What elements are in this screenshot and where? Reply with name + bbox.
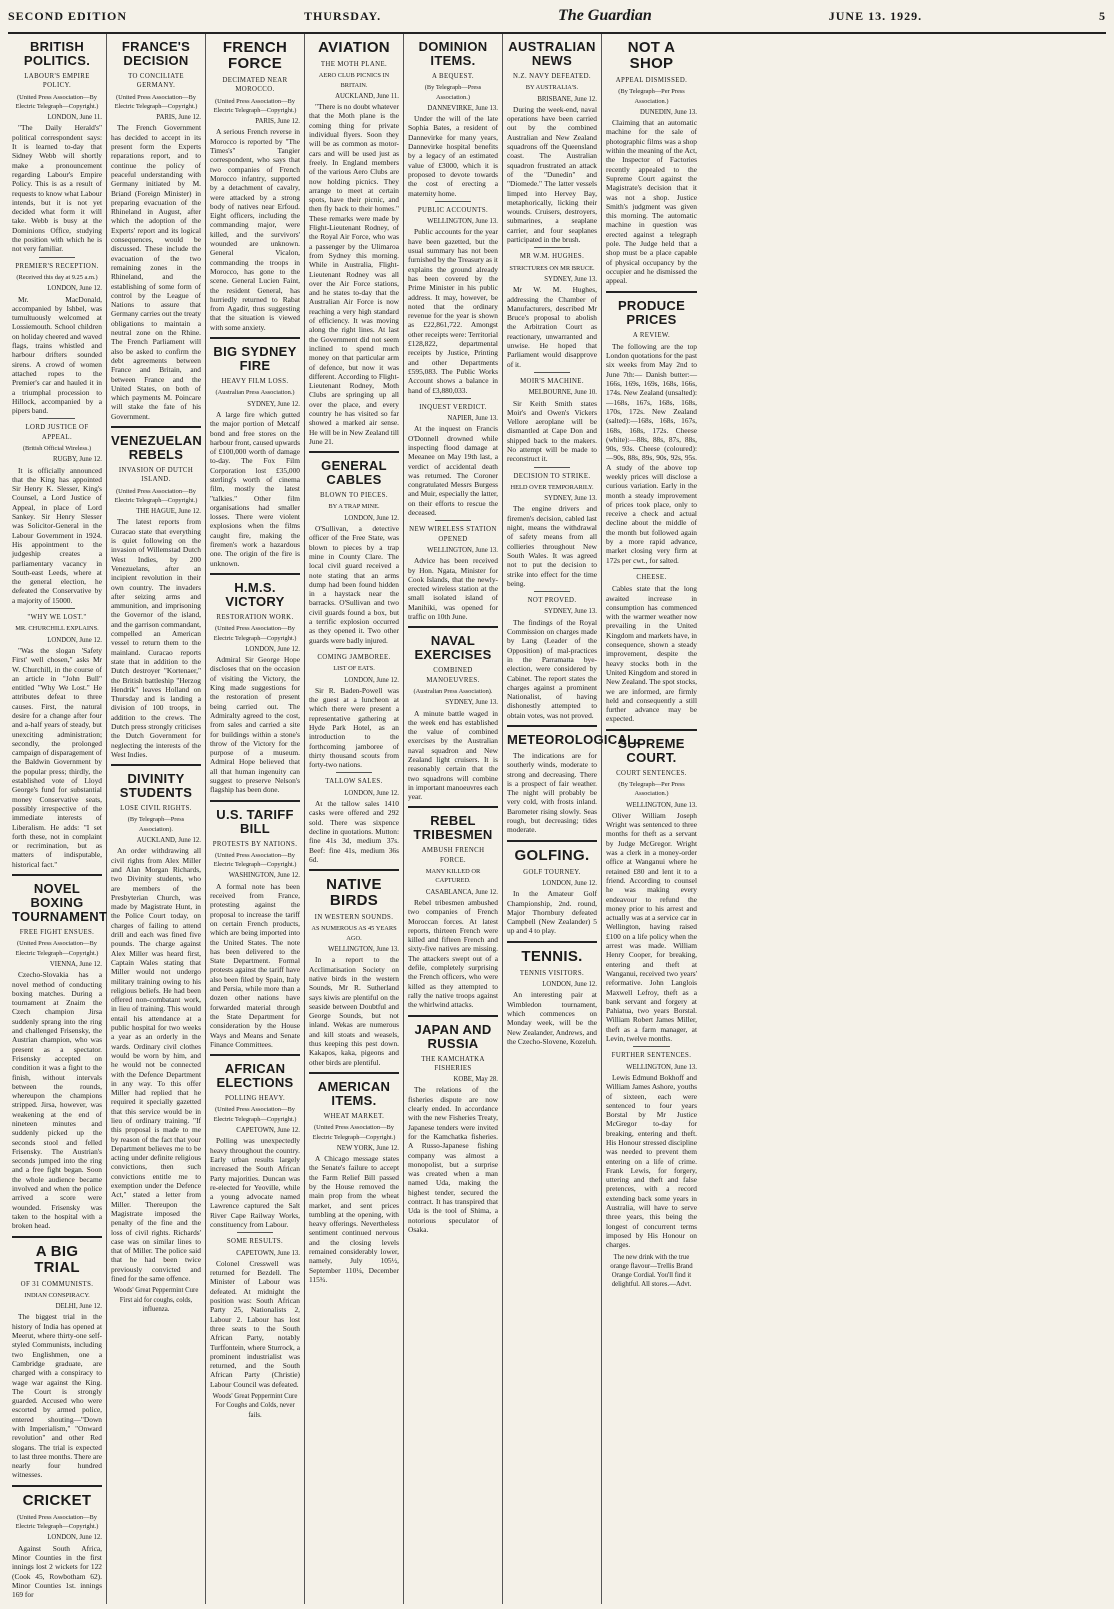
article-dateline: LONDON, June 12.	[245, 645, 300, 653]
article-headline: AMERICAN ITEMS.	[317, 1078, 391, 1108]
article-body: Czecho-Slovakia has a novel method of conducting boxing matches. During a tournament at Znaim the Czech champion Jirsa suddenly sprang into the ring and challenged Frisensky, the Austrian champion, who was present as a spectator. Frisensky accepted on condition it was a fight to the finish, without intervals between the rounds, whereupon the champions stripped. Jirsa, however, was weakening at the end of nineteen minutes and suddenly picked up the seconds stool and felled Frisensky. The Austrian's seconds jumped into the ring and a free fight began. Soon the whole audience became involved and when the police arrived a score were wounded. Frisensky was taken to the hospital with a broken head.	[12, 970, 102, 1231]
article-headline: GENERAL CABLES	[321, 458, 387, 488]
column-4	[305, 34, 404, 1604]
article	[210, 1054, 300, 1229]
advertisement: The new drink with the true orange flavour—Trellis Brand Orange Cordial. You'll find it delightful. All stores.—Advt.	[610, 1253, 693, 1289]
divider	[12, 1236, 102, 1238]
article-subhead: INQUEST VERDICT.	[419, 403, 487, 411]
article-dateline: WELLINGTON, June 13.	[328, 946, 399, 954]
article	[408, 626, 498, 801]
article-dateline: AUCKLAND, June 11.	[335, 92, 399, 100]
article-body: At the tallow sales 1410 casks were offered and 292 sold. There was sixpence decline in quotations. Mutton: fine 41s 3d, medium 37s. Beef: fine 41s, medium 36s 6d.	[309, 799, 399, 864]
article	[111, 40, 201, 421]
article-source: (United Press Association—By Electric Telegraph—Copyright.)	[312, 1124, 396, 1141]
article	[606, 40, 697, 286]
article-subhead: FREE FIGHT ENSUES.	[19, 929, 95, 937]
article-source: (By Telegraph—Press Association).	[127, 816, 185, 833]
article-body: Claiming that an automatic machine for the sale of photographic films was a shop within the meaning of the Act, the Inspector of Factories recently appealed to the Supreme Court against the Magistrate's decision that it was not a shop. Justice Smith's judgment was given this morning. The automatic machine in question was erected against a telegraph pole. The Judge held that a shop must be a place capable of physical occupancy by the occupier and he dismissed the appeal.	[606, 118, 697, 286]
article-subhead: THE MOTH PLANE.	[320, 61, 388, 68]
article-body: The engine drivers and firemen's decision, cabled last night, means the withdrawal of safety means from all collieries throughout New South Wales. It was agreed not to put the decision to strike into effect for the time being.	[507, 504, 597, 588]
article-dateline: DANNEVIRKE, June 13.	[427, 104, 498, 112]
divider	[210, 573, 300, 575]
article-subhead: HEAVY FILM LOSS.	[221, 378, 289, 386]
article	[408, 201, 498, 395]
article-subhead: INVASION OF DUTCH ISLAND.	[118, 466, 194, 484]
divider	[12, 1485, 102, 1487]
article-body: The French Government has decided to accept in its present form the Experts reparations report, and to continue the policy of peaceful understanding with Germany initiated by M. Briand (Foreign Minister) in preparing evacuation of the Rhineland in August, after which the adoption of the Experts' report and its logical consequences, would be discussed. These include the evacuation of the two remaining zones in the Rhineland, and the establishing of some form of control by the League of Nations to assure that Germany carries out the treaty obligations to maintain a neutral zone on the Rhine. The French Parliament will also be asked to confirm the debt agreements between France and Britain, and between France and the United States, on both of which payments M. Poincare will stake the fate of his Government.	[111, 123, 201, 421]
article-subhead: PREMIER'S RECEPTION.	[15, 262, 99, 270]
article-source: (Australian Press Association.)	[215, 389, 295, 397]
column-5	[404, 34, 503, 1604]
edition-label: SECOND EDITION	[8, 8, 128, 23]
article-headline: NATIVE BIRDS	[326, 876, 382, 910]
divider	[408, 626, 498, 628]
article-dateline: LONDON, June 11.	[47, 114, 102, 122]
article-body: "The Daily Herald's" political correspondent says: It is learned to-day that Sidney Webb will shortly make a pronouncement regarding Labour's Empire Policy. This is as a result of requests to know what Labour intends, but it is not yet decided what form it will take. Webb is busy at the Dominions Office, studying the position with which he is not very familiar.	[12, 123, 102, 254]
divider	[408, 806, 498, 808]
article	[408, 806, 498, 1009]
article-headline: CRICKET	[22, 1491, 92, 1509]
article-dateline: RUGBY, June 12.	[53, 456, 102, 464]
article	[12, 257, 102, 416]
divider	[210, 1054, 300, 1056]
date-label: JUNE 13. 1929.	[828, 8, 923, 23]
article-body: A Chicago message states the Senate's failure to accept the Farm Relief Bill passed by the House removed the main prop from the wheat market, and sent prices tumbling at the opening, with heavy offerings. Nevertheless sentiment continued nervous and the closing levels remained considerably lower, namely, July 105½, September 110¼, December 115¾.	[309, 1154, 399, 1284]
article-body: Polling was unexpectedly heavy throughout the country. Early urban results largely increased the South African Party majorities. Duncan was re-elected for Yeoville, while a young advocate named Lawrence captured the Salt River Cape Railway Works, constituency from Labour.	[210, 1136, 300, 1229]
article-subhead: NOT PROVED.	[527, 597, 577, 605]
page-number: 5	[1099, 8, 1106, 23]
article-subhead: PUBLIC ACCOUNTS.	[417, 206, 489, 214]
divider	[39, 257, 75, 258]
divider	[606, 729, 697, 731]
article-dateline: NAPIER, June 13.	[447, 415, 498, 423]
divider	[408, 1015, 498, 1017]
article-headline: VENEZUELAN REBELS	[111, 432, 203, 462]
article-dateline: KOBE, May 28.	[453, 1076, 498, 1084]
article-dateline: AUCKLAND, June 12.	[136, 837, 201, 845]
divider	[111, 426, 201, 428]
day-label: THURSDAY.	[303, 8, 382, 23]
article-headline: NAVAL EXERCISES	[414, 633, 492, 663]
article-source: (By Telegraph—Press Association.)	[424, 84, 482, 101]
article-dateline: SYDNEY, June 13.	[544, 275, 597, 283]
column-3	[206, 34, 305, 1604]
article-source: (United Press Association—By Electric Telegraph—Copyright.)	[213, 97, 297, 114]
article	[309, 648, 399, 770]
masthead	[8, 0, 1106, 34]
article-subhead: TALLOW SALES.	[325, 778, 383, 786]
article-headline: U.S. TARIFF BILL	[216, 806, 294, 836]
article-dateline: SYDNEY, June 12.	[247, 400, 300, 408]
article-source: (United Press Association—By Electric Telegraph—Copyright.)	[15, 1513, 99, 1531]
article-subhead: SOME RESULTS.	[226, 1238, 284, 1246]
article-body: Under the will of the late Sophia Bates, a resident of Dannevirke for many years, Dannevirke hospital benefits by a legacy of an estimated value of £3000, which it is proposed to devote towards the cost of erecting a maternity home.	[408, 114, 498, 198]
article-dateline: CAPETOWN, June 13.	[236, 1249, 300, 1257]
article-source: (United Press Association—By Electric Telegraph—Copyright.)	[15, 940, 99, 957]
divider	[507, 840, 597, 842]
article-dateline: LONDON, June 12.	[344, 789, 399, 797]
article-source: BY A TRAP MINE.	[328, 503, 380, 511]
column-7	[602, 34, 701, 1604]
article-subhead: COURT SENTENCES.	[616, 769, 687, 777]
article-source: (United Press Association—By Electric Telegraph—Copyright.)	[213, 851, 297, 869]
article-subhead: CHEESE.	[636, 573, 667, 581]
divider	[210, 800, 300, 802]
article-body: Lewis Edmund Bokhoff and William James Ashore, youths of sixteen, each were sentenced to four years Borstal by Mr Justice McGregor to-day for breaking, entering and theft. His Honour stressed discipline was needed to prevent them entering on a life of crime. Frank Lewis, for forgery, uttering and theft and false pretences, with a record extending back some years in Australia, will have to serve three years, this being the longest of concurrent terms imposed by His Honour on charges.	[606, 1072, 697, 1250]
column-1	[8, 34, 107, 1604]
article-headline: DIVINITY STUDENTS	[119, 771, 193, 801]
article-headline: AVIATION	[318, 39, 390, 56]
article	[309, 869, 399, 1067]
columns	[8, 34, 1106, 1604]
article-subhead: LOSE CIVIL RIGHTS.	[120, 805, 192, 813]
article-subhead: RESTORATION WORK.	[216, 613, 294, 621]
article	[606, 568, 697, 724]
article-subhead: COMBINED MANOEUVRES.	[426, 667, 480, 684]
article-body: It is officially announced that the King has appointed Sir Henry K. Slesser, King's Counsel, a Lord Justice of Appeal, in place of Lord Sankey. Sir Henry Slesser was Solicitor-General in the Labour Government in 1924. His appointment to the judgeship creates a parliamentary vacancy in South-east Leeds, where at the general election, he defeated the Conservative by a majority of 15000.	[12, 465, 102, 605]
article	[507, 941, 597, 1046]
article-body: At the inquest on Francis O'Donnell drowned while inspecting flood damage at Meeanee on May 19th last, a verdict of accidental death was returned. The Coroner congratulated Messrs Burgess and Muir, especially the latter, on their efforts to rescue the deceased.	[408, 424, 498, 518]
article	[606, 291, 697, 565]
divider	[39, 418, 75, 419]
article-body: O'Sullivan, a detective officer of the Free State, was blown to pieces by a trap mine in County Clare. The local civil guard received a note stating that an arms dump had been found hidden in a haystack near the barracks. O'Sullivan and two civil guards found a box, but a terrific explosion occurred as they opened it. Two other guards were badly injured.	[309, 524, 399, 645]
article-dateline: LONDON, June 12.	[47, 636, 102, 644]
article-subhead: COMING JAMBOREE.	[317, 653, 391, 661]
article-dateline: SYDNEY, June 13.	[544, 495, 597, 503]
article-headline: PRODUCE PRICES	[617, 297, 686, 327]
article-headline: DOMINION ITEMS.	[418, 39, 488, 68]
article-headline: JAPAN AND RUSSIA	[414, 1021, 492, 1051]
article-body: Sir Keith Smith states Moir's and Owen's Vickers Vellore aeroplane will be dismantled at Cape Don and shipped back to the makers. No attempt will be made to reconstruct it.	[507, 398, 597, 464]
article	[507, 840, 597, 936]
divider	[435, 201, 471, 202]
article	[606, 1046, 697, 1249]
article-dateline: LONDON, June 12.	[47, 1534, 102, 1542]
divider	[435, 520, 471, 521]
article-dateline: LONDON, June 12.	[47, 285, 102, 293]
article-subhead: DECISION TO STRIKE.	[513, 472, 591, 480]
divider	[507, 725, 597, 727]
article	[408, 1015, 498, 1235]
article-subhead: MR W.M. HUGHES.	[519, 253, 585, 261]
article-source: (United Press Association—By Electric Telegraph—Copyright.)	[213, 1106, 297, 1123]
article-body: In the Amateur Golf Championship, 2nd. round, Major Thornbury defeated Campbell (New Zealander) 5 up and 4 to play.	[507, 889, 597, 936]
article-body: The relations of the fisheries dispute are now clearly ended. In accordance with the new Fisheries Treaty, Japanese tenders were invited for the Kamchatka fisheries. A Russo-Japanese fishing company was almost a monopolist, but a surprise was created when a man named Uda, making the highest tender, secured the contract. It has transpired that Uda is the tool of Shima, a notorious speculator of Osaka.	[408, 1085, 498, 1234]
article-source: (United Press Association—By Electric Telegraph—Copyright.)	[114, 487, 198, 504]
article-subhead: BLOWN TO PIECES.	[320, 492, 388, 500]
article-subhead: NEW WIRELESS STATION OPENED	[409, 526, 497, 543]
article-body: An order withdrawing all civil rights from Alex Miller and Alan Morgan Richards, two Divinity students, who are members of the Presbyterian Church, was made by Magistrate Hunt, in the Police Court today, on charges of failing to attend drill and each was fined five pounds. The charge against Alex Miller was heard first, Captain Wales stating that Miller would not undergo military training owing to his religious beliefs. He had been offered non-combatant work, in lieu of training. This would entail his attendance at a public hospital for two weeks a year as an orderly in the wards. Ordinary civil clothes would be worn by him, and he would not be connected with the Defence Department in any way. To this offer Miller had replied that he required it specially gazetted that this service would be in lieu of ordinary training. "If this proposal is made to me by reason of the fact that your Department believes me to be acting under definite religious convictions, then such convictions entitle me to exemption under the Defence Act," stated a letter from Miller. Thereupon the Magistrate imposed the penalty of the fine and the loss of civil rights. Richards' case was on similar lines to that of Miller. The police said that he had been twice previously convicted and fined for the same offence.	[111, 846, 201, 1284]
article-headline: FRENCH FORCE	[222, 39, 288, 72]
article-dateline: BRISBANE, June 12.	[537, 95, 597, 103]
article-source: (United Press Association—By Electric Telegraph—Copyright.)	[114, 93, 198, 110]
divider	[534, 372, 570, 373]
article-subhead: WHEAT MARKET.	[323, 1112, 385, 1120]
article-dateline: LONDON, June 12.	[344, 676, 399, 684]
article	[507, 725, 640, 835]
article-subhead: IN WESTERN SOUNDS.	[314, 914, 394, 922]
article-body: An interesting pair at Wimbledon tournament, which commences on Monday week, will be the New Zealander, Andrews, and the Czecho-Slovene, Kozeluh.	[507, 990, 597, 1046]
article-source: (United Press Association—By Electric Telegraph—Copyright.)	[15, 93, 99, 110]
article	[111, 764, 201, 1283]
article-body: During the week-end, naval operations have been carried out by the combined Australian and New Zealand squadrons off the Queensland coast. The Australian squadron frustrated an attack of the "Dunedin" and "Diomede." The latter vessels limped into Hervey Bay, metaphorically, licking their wounds. Cruisers, destroyers, submarines, a seaplane carrier, and four seaplanes participated in the brush.	[507, 104, 597, 245]
article-body: Admiral Sir George Hope discloses that on the occasion of visiting the Victory, the King made suggestions for the restoration of present being carried out. The Admiralty agreed to the cost, from sales and carried a site for buildings within a stone's throw of the Victory for the purpose of a museum. Admiral Hope believed that all that human ingenuity can suggest to preserve Nelson's flagship has been done.	[210, 655, 300, 795]
article-dateline: SYDNEY, June 13.	[445, 699, 498, 707]
article-body: "There is no doubt whatever that the Moth plane is the coming thing for private individual flyers. Soon they will be as common as motor-cars and will be used just as freely. In England members of the various Aero Clubs are now holding picnics. They arrange to meet at certain spots, have their picnic, and then fly back to their homes." These remarks were made by Flight-Lieutenant Rodney, of the Royal Air Force, who was a passenger by the Ulimaroa from Sydney this morning. While in Australia, Flight-Lieutenant Rodney was all over the Air Force stations, and he states to-day that the Australian Air Force is now reaching a very high standard of efficiency. It was moving along the right lines. At last the Government did not seem inclined to spend much money on that particular arm of defence, but now it was different. According to Flight-Lieutenant Rodney, Moth Clubs are springing up all over the place, and every country he has visited so far showed a marked air sense. He will be in New Zealand till June 21.	[309, 102, 399, 446]
article-dateline: SYDNEY, June 13.	[544, 608, 597, 616]
article-source: STRICTURES ON MR BRUCE.	[509, 264, 595, 272]
article-body: Colonel Cresswell was returned for Bezdell. The Minister of Labour was defeated. At midnight the position was: South African Party 25, Nationalists 2, Labour 2. Labour has lost three seats to the South African Party, notably Turffontein, where Sturrock, a prominent industrialist was returned, and the South African Party (Christie) Labour Council was defeated.	[210, 1258, 300, 1389]
article-source: BY AUSTRALIA'S.	[525, 84, 579, 92]
article-headline: BRITISH POLITICS.	[23, 39, 91, 68]
divider	[309, 451, 399, 453]
article-headline: SUPREME COURT.	[618, 735, 685, 765]
article-body: A serious French reverse in Morocco is reported by "The Times's" Tangier correspondent, who says that two companies of French Morocco infantry, supported by a detachment of cavalry, were attacked by a strong body of natives near Erfoud. Eight officers, including the commanding major, were killed, and the survivors' wounded are unknown. General Vicalon, commanding the troops in Morocco, has gone to the scene. General Lucien Faint, the resident General, has hurriedly returned to Rabat from Agadir, thus suggesting that the situation is viewed with some anxiety.	[210, 127, 300, 332]
article	[309, 451, 399, 645]
article-subhead: LABOUR'S EMPIRE POLICY.	[24, 73, 90, 90]
article-subhead: MOIR'S MACHINE.	[520, 377, 584, 385]
article	[210, 800, 300, 1050]
divider	[507, 941, 597, 943]
article-dateline: PARIS, June 12.	[255, 118, 300, 126]
article-headline: H.M.S. VICTORY	[225, 579, 285, 609]
article-source: (Received this day at 9.25 a.m.)	[16, 273, 98, 281]
article-body: Oliver William Joseph Wright was sentenced to three months for theft as a servant by Judge McGregor. Wright was a clerk in a money-order office at Wanganui where he retained £80 and lent it to a friend. According to counsel he was making every endeavour to refund the money prior to his arrest and actually was at a service car in Wellington, having raised £100 on a life policy when the arrest was made. William Henry Cooper, for breaking, entering and theft at Wanganui, received two years' reformative. John Langlois Maxwell Lefroy, theft as a bank servant and forgery at Pahiatua, two years Borstal. William Robert James Miller, theft as a farm manager, at Levin, twelve months.	[606, 810, 697, 1044]
article	[408, 40, 498, 198]
article-headline: AUSTRALIAN NEWS	[508, 39, 596, 68]
article-subhead: OF 31 COMMUNISTS.	[20, 1280, 94, 1288]
article-body: Against South Africa, Minor Counties in the first innings lost 2 wickets for 122 (Cook 45, Rowbotham 62). Minor Counties 1st. innings 169 for	[12, 1543, 102, 1600]
article-source: (Australian Press Association).	[413, 687, 493, 695]
article-subhead: THE KAMCHATKA FISHERIES	[421, 1055, 485, 1072]
article	[12, 40, 102, 254]
article-dateline: LONDON, June 12.	[542, 981, 597, 989]
divider	[534, 467, 570, 468]
divider	[12, 874, 102, 876]
article	[12, 608, 102, 869]
article-source: HELD OVER TEMPORARILY.	[510, 483, 594, 491]
article-source: LIST OF EATS.	[333, 665, 375, 673]
article	[12, 1485, 102, 1600]
article-body: A large fire which gutted the major portion of Metcalf bond and free stores on the harbour front, caused upwards of £100,000 worth of damage to-day. The Fox Film Corporation lost £35,000 sterling's worth of cinema film, mostly the latest "talkies." Other film organisations had smaller losses. There were violent explosions when the films caught fire, making the firemen's work a hazardous one. The origin of the fire is unknown.	[210, 409, 300, 568]
article	[309, 40, 399, 446]
article	[12, 874, 108, 1231]
article-dateline: LONDON, June 12.	[344, 514, 399, 522]
article-subhead: FURTHER SENTENCES.	[611, 1052, 692, 1060]
article-body: The findings of the Royal Commission on charges made by Lang (Leader of the Opposition) of mal-practices in the Parramatta bye-election, were considered by Cabinet. The report states the charges against a prominent Nationalist, of having dishonestly attempted to obtain votes, was not proved.	[507, 617, 597, 720]
article	[210, 573, 300, 795]
article-subhead: APPEAL DISMISSED.	[615, 77, 688, 84]
article-source: AS NUMEROUS AS 45 YEARS AGO.	[311, 925, 397, 942]
article-subhead: GOLF TOURNEY.	[523, 868, 581, 876]
article	[408, 520, 498, 621]
article-source: (By Telegraph—Per Press Association.)	[618, 781, 685, 798]
article-body: Sir R. Baden-Powell was the guest at a luncheon at which there were present a representative gathering at Hyde Park Hotel, as an introduction to the forthcoming jamboree of thirty thousand scouts from forty-two nations.	[309, 685, 399, 770]
article-body: Advice has been received by Hon. Ngata, Minister for Cook Islands, that the newly-erected wireless station at the small isolated island of Manihiki, was opened for traffic on 10th June.	[408, 556, 498, 622]
article-dateline: WASHINGTON, June 12.	[228, 872, 300, 880]
article-subhead: DECIMATED NEAR MOROCCO.	[222, 77, 288, 94]
article-dateline: VIENNA, June 12.	[49, 960, 102, 968]
divider	[336, 772, 372, 773]
article-subhead: A BEQUEST.	[431, 73, 474, 80]
divider	[39, 608, 75, 609]
article-body: The biggest trial in the history of India has opened at Meerut, where thirty-one self-styled Communists, including two Englishmen, one a Cambridge graduate, are charged with a conspiracy to wage war against the King. The Court is strongly guarded. Accused who were escorted by armed police, entered shouting—"Down with Imperialism," "Onward revolution" and other Red slogans. The trial is expected to last three months. There are nearly four hundred witnesses.	[12, 1312, 102, 1480]
article-headline: REBEL TRIBESMEN	[413, 813, 493, 843]
divider	[435, 398, 471, 399]
article-source: (By Telegraph—Per Press Association.)	[618, 88, 685, 105]
article	[507, 467, 597, 589]
divider	[633, 1046, 669, 1047]
column-6	[503, 34, 640, 1604]
article-dateline: LONDON, June 12.	[542, 879, 597, 887]
article-dateline: MELBOURNE, June 10.	[528, 389, 597, 397]
article-dateline: THE HAGUE, June 12.	[136, 508, 201, 516]
divider	[336, 648, 372, 649]
article-dateline: DELHI, June 12.	[55, 1303, 102, 1311]
article-subhead: N.Z. NAVY DEFEATED.	[512, 73, 592, 80]
article-subhead: A REVIEW.	[632, 331, 671, 339]
divider	[534, 247, 570, 248]
divider	[606, 291, 697, 293]
article-body: In a report to the Acclimatisation Society on native birds in the western Sounds, Mr R. Sutherland says kiwis are plentiful on the seaside between Doubtful and George Sounds, but not inland. Wekas are numerous and kill stoats and weasels, thus keeping this pest down. Kakapos, kaka, pigeons and other birds are plentiful.	[309, 955, 399, 1067]
article-headline: A BIG TRIAL	[34, 1242, 80, 1276]
article-body: The indications are for southerly winds, moderate to strong and decreasing. There is a prospect of fair weather. The night will probably be very cold, with frosts inland. Barometer rising slowly. Seas rough, but decreasing; tides moderate.	[507, 751, 597, 835]
article-body: The following are the top London quotations for the past six weeks from May 2nd to June 7th:— Danish butter:—166s, 169s, 169s, 168s, 166s, 174s. New Zealand (unsalted):—168s, 167s, 168s, 168s, 170s, 172s. New Zealand (salted):—168s, 168s, 167s, 168s, 168s, 172s. Cheese (white):—88s, 88s, 87s, 88s, 90s, 93s. Cheese (coloured):—90s, 88s, 89s, 90s, 92s, 95s. A study of the above top weekly prices will disclose a curious variation. Early in the month a steady improvement of prices took place, only to receive a check and actual decline about the middle of the month but followed again by a more rapid advance, market closing very firm at 172s per cwt., for salted.	[606, 341, 697, 565]
article-subhead: POLLING HEAVY.	[224, 1095, 286, 1103]
article-body: "Was the slogan 'Safety First' well chosen," asks Mr W. Churchill, in the course of an article in "John Bull" entitled "Why We Lost." He attributes defeat to three causes. First, the natural desire for a change after four and a-half years of steady, but unexciting administration; secondly, the prolonged campaign of disparagement of the Baldwin Government by the popular press; thirdly, the established vote of Lloyd George's fund for substantial money Conservative seats, possibly irrespective of the immediate interests of Liberalism. He adds: "I set forth these, not in complaint or recrimination, but as matters of indisputable, historical fact."	[12, 645, 102, 869]
article	[210, 337, 300, 568]
article-subhead: PROTESTS BY NATIONS.	[212, 840, 298, 848]
article-source: MR. CHURCHILL EXPLAINS.	[15, 625, 99, 633]
article-body: A minute battle waged in the week end has established the value of combined exercises by the Australian naval squadron and New Zealand light cruisers. It is reasonably certain that the two squadrons will combine in important manoeuvres each year.	[408, 708, 498, 802]
advertisement: Woods' Great Peppermint Cure First aid for coughs, colds, influenza.	[113, 1287, 199, 1313]
article-dateline: CASABLANCA, June 12.	[425, 888, 498, 896]
article	[507, 40, 597, 244]
divider	[237, 1232, 273, 1233]
article-headline: BIG SYDNEY FIRE	[213, 344, 297, 374]
article-dateline: WELLINGTON, June 13.	[626, 801, 697, 809]
column-2	[107, 34, 206, 1604]
article-source: (United Press Association—By Electric Telegraph—Copyright.)	[213, 625, 297, 642]
article-headline: METEOROLOGICAL.	[507, 732, 640, 747]
article-headline: AFRICAN ELECTIONS	[216, 1061, 294, 1091]
paper-name: The Guardian	[558, 7, 652, 24]
article-dateline: DUNEDIN, June 13.	[639, 108, 697, 116]
article-body: The latest reports from Curacao state that everything is quiet following on the invasion of Willemstad Dutch West Indies, by 200 Venezuelans, after an incipient revolution in their own country. The invaders after seizing arms and ammunition, and imprisoning the Governor of the island, and the garrison commandant, compelled an American vessel to return them to the mainland. Curacao reports state that in addition to the Dutch destroyer "Kortenaer," the British battleship "Herzog Hendrik" leaves Holland on Thursday and is landing a division of 100 troops, in addition to the crews. The Dutch press strongly criticises the Dutch Government for neglecting the interests of the West Indies.	[111, 517, 201, 759]
article	[210, 40, 300, 332]
article	[507, 591, 597, 720]
article-subhead: TO CONCILIATE GERMANY.	[128, 73, 184, 90]
article-headline: NOVEL BOXING TOURNAMENT	[12, 881, 108, 925]
article-subhead: LORD JUSTICE OF APPEAL.	[25, 424, 89, 441]
divider	[309, 869, 399, 871]
article	[309, 772, 399, 864]
article-body: Public accounts for the year have been gazetted, but the usual summary has not been furnished by the Treasury as it explains the ground already has been covered by the Prime Minister in his public address. It may, however, be noted that the ordinary revenue for the year is shown as £22,861,722. Amongst other receipts were: Territorial £128,822, departmental receipts by Justice, Printing and other Departments £595,083. The Public Works Account shows a balance in hand of £3,880,033.	[408, 227, 498, 395]
article-body: Cables state that the long awaited increase in consumption has commenced with the warmer weather now prevailing in the United Kingdom and markets have, in consequence, shown a steady improvement, despite the heavy stocks both in the United Kingdom and stored in New Zealand. The spot stocks, we are informed, are firmly held and consequently a still further advance may be expected.	[606, 584, 697, 724]
article-headline: GOLFING.	[514, 846, 590, 864]
article-headline: FRANCE'S DECISION	[121, 39, 191, 68]
divider	[111, 764, 201, 766]
article	[309, 1072, 399, 1284]
article-dateline: WELLINGTON, June 13.	[427, 546, 498, 554]
article-dateline: PARIS, June 12.	[156, 114, 201, 122]
article	[606, 729, 697, 1044]
article-dateline: NEW YORK, June 12.	[336, 1144, 399, 1152]
article-body: A formal note has been received from France, protesting against the proposal to increase the tariff on certain French products, which are being imported into the United States. The note has been delivered to the State Department. Formal protests against the tariff have also been filed by Spain, Italy and Persia, while more than a dozen other nations have forwarded material through the State Department for consideration by the House Ways and Means and Senate Finance Committees.	[210, 881, 300, 1049]
article-source: INDIAN CONSPIRACY.	[24, 1291, 90, 1299]
article-subhead: "WHY WE LOST."	[27, 614, 87, 622]
article	[12, 1236, 102, 1480]
divider	[309, 1072, 399, 1074]
article-subhead: AMBUSH FRENCH FORCE.	[421, 847, 485, 864]
article-dateline: WELLINGTON, June 13.	[626, 1063, 697, 1071]
article	[507, 247, 597, 369]
divider	[633, 568, 669, 569]
divider	[534, 591, 570, 592]
article-headline: TENNIS.	[521, 947, 583, 965]
article-subhead: TENNIS VISITORS.	[519, 969, 585, 977]
article-source: (British Official Wireless.)	[22, 444, 92, 452]
article-dateline: CAPETOWN, June 12.	[236, 1127, 300, 1135]
advertisement: Woods' Great Peppermint Cure For Coughs and Colds, never fails.	[212, 1393, 298, 1419]
article	[507, 372, 597, 464]
article	[408, 398, 498, 518]
article-dateline: WELLINGTON, June 13.	[427, 218, 498, 226]
article-headline: NOT A SHOP	[627, 39, 676, 72]
article-body: Mr W. M. Hughes, addressing the Chamber of Manufacturers, described Mr Bruce's proposal to abolish the Arbitration Court as reactionary, unwarranted and unwise. He hoped that Parliament would disapprove of it.	[507, 285, 597, 369]
article	[210, 1232, 300, 1389]
article-body: Rebel tribesmen ambushed two companies of French Moroccan forces. At latest reports, thirteen French were killed and fifteen French and sixty-five natives are missing. The attackers swept out of a defile, completely surprising the French officers, who were killed as they attempted to rally the native troops against the whirlwind attacks.	[408, 897, 498, 1010]
article	[111, 426, 201, 759]
article-body: Mr. MacDonald, accompanied by Ishbel, was tumultuously welcomed at Lossiemouth. School children on holiday cheered and waved flags, trains whistled and harbour drifters sounded sirens. A crowd of women attached ropes to the Premier's car and hauled it in a triumphal procession to Hillock, accompanied by a pipers band.	[12, 294, 102, 416]
divider	[210, 337, 300, 339]
article	[12, 418, 102, 605]
article-source: MANY KILLED OR CAPTURED.	[425, 868, 481, 885]
article-source: AERO CLUB PICNICS IN BRITAIN.	[318, 72, 390, 89]
